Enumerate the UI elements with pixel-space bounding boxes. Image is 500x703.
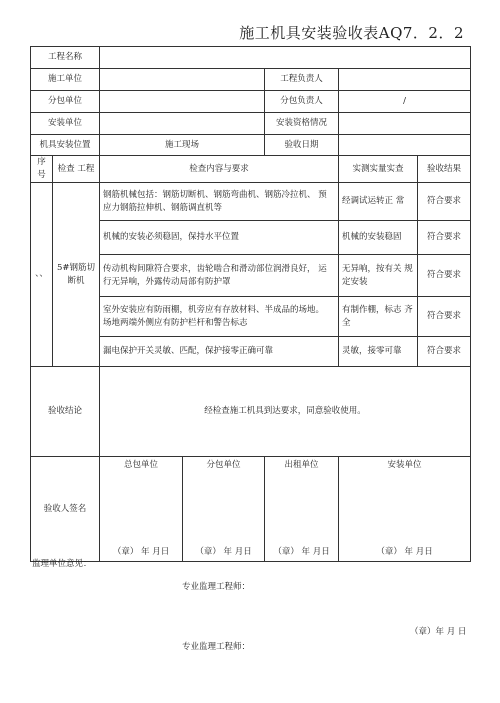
install-qualification-label: 安装资格情况 bbox=[265, 113, 339, 135]
row-conclusion bbox=[31, 367, 471, 457]
install-qualification-value[interactable] bbox=[339, 113, 471, 135]
check-content: 传动机构间隙符合要求，齿轮啮合和滑动部位润滑良好， 运行无异响，外露传动局部有防护罩 bbox=[100, 255, 339, 297]
row-construction-unit bbox=[31, 69, 471, 91]
signature-unit-label: 出租单位 bbox=[284, 460, 319, 470]
check-content: 漏电保护开关灵敏、匹配，保护接零正确可靠 bbox=[100, 337, 339, 367]
signature-date: （章） 年 月日 bbox=[195, 547, 252, 557]
supervision-engineer-1: 专业监理工程师： bbox=[182, 582, 251, 592]
supervision-engineer-2: 专业监理工程师： bbox=[182, 642, 251, 652]
signature-unit-label: 安装单位 bbox=[387, 460, 422, 470]
check-actual: 无异响，按有关 规定安装 bbox=[339, 255, 418, 297]
item-name: 5#钢筋切 断机 bbox=[53, 183, 100, 367]
subcontract-lead-label: 分包负责人 bbox=[265, 91, 339, 113]
check-content: 机械的安装必须稳固，保持水平位置 bbox=[100, 221, 339, 255]
check-result: 符合要求 bbox=[418, 255, 471, 297]
check-actual: 经调试运转正 常 bbox=[339, 183, 418, 221]
check-actual: 灵敏，接零可靠 bbox=[339, 337, 418, 367]
signature-box-install[interactable] bbox=[339, 457, 471, 562]
signature-box-subcontract[interactable] bbox=[183, 457, 265, 562]
signature-label: 验收人签名 bbox=[31, 457, 100, 562]
check-row bbox=[31, 183, 471, 221]
acceptance-table bbox=[30, 46, 471, 562]
signature-unit-label: 总包单位 bbox=[124, 460, 159, 470]
signature-box-rental[interactable] bbox=[265, 457, 339, 562]
header-actual: 实测实量实查 bbox=[339, 156, 418, 183]
check-result: 符合要求 bbox=[418, 297, 471, 337]
conclusion-label: 验收结论 bbox=[31, 367, 100, 457]
header-no: 序号 bbox=[31, 156, 53, 183]
header-content: 检查内容与要求 bbox=[100, 156, 339, 183]
row-subcontract-unit bbox=[31, 91, 471, 113]
item-no: 、、 bbox=[31, 183, 53, 367]
acceptance-date-label: 验收日期 bbox=[265, 135, 339, 156]
subcontract-unit-label: 分包单位 bbox=[31, 91, 100, 113]
construction-lead-label: 工程负责人 bbox=[265, 69, 339, 91]
form-title: 施工机具安装验收表AQ7．2．2 bbox=[239, 24, 464, 42]
check-result: 符合要求 bbox=[418, 221, 471, 255]
header-check-item: 检查 工程 bbox=[53, 156, 100, 183]
project-name-label: 工程名称 bbox=[31, 47, 100, 69]
check-actual: 机械的安装稳固 bbox=[339, 221, 418, 255]
check-result: 符合要求 bbox=[418, 337, 471, 367]
subcontract-lead-value[interactable]: / bbox=[339, 91, 471, 113]
install-location-label: 机具安装位置 bbox=[31, 135, 100, 156]
subcontract-unit-value[interactable] bbox=[100, 91, 265, 113]
check-content: 室外安装应有防雨棚，机旁应有存放材料、半成品的场地。 场地两端外侧应有防护栏杆和警告标志 bbox=[100, 297, 339, 337]
row-install-location bbox=[31, 135, 471, 156]
header-result: 验收结果 bbox=[418, 156, 471, 183]
signature-date: （章） 年 月日 bbox=[273, 547, 330, 557]
row-install-unit bbox=[31, 113, 471, 135]
install-unit-label: 安装单位 bbox=[31, 113, 100, 135]
project-name-value[interactable] bbox=[100, 47, 471, 69]
install-unit-value[interactable] bbox=[100, 113, 265, 135]
row-signature bbox=[31, 457, 471, 562]
construction-lead-value[interactable] bbox=[339, 69, 471, 91]
construction-unit-label: 施工单位 bbox=[31, 69, 100, 91]
install-location-value[interactable]: 施工现场 bbox=[100, 135, 265, 156]
acceptance-date-value[interactable] bbox=[339, 135, 471, 156]
check-content: 钢筋机械包括：钢筋切断机、钢筋弯曲机、钢筋冷拉机、 预应力钢筋拉伸机、钢筋调直机等 bbox=[100, 183, 339, 221]
signature-date: （章） 年 月日 bbox=[112, 547, 170, 557]
check-actual: 有制作棚，标志 齐全 bbox=[339, 297, 418, 337]
supervision-opinion: 监理单位意见： bbox=[32, 559, 92, 569]
supervision-stamp-date: （章）年 月 日 bbox=[410, 627, 467, 637]
construction-unit-value[interactable] bbox=[100, 69, 265, 91]
signature-unit-label: 分包单位 bbox=[206, 460, 241, 470]
signature-date: （章） 年 月日 bbox=[376, 547, 433, 557]
check-result: 符合要求 bbox=[418, 183, 471, 221]
row-project-name bbox=[31, 47, 471, 69]
row-check-header bbox=[31, 156, 471, 183]
conclusion-text[interactable]: 经检查施工机具到达要求，同意验收使用。 bbox=[100, 367, 471, 457]
signature-box-general[interactable] bbox=[100, 457, 183, 562]
